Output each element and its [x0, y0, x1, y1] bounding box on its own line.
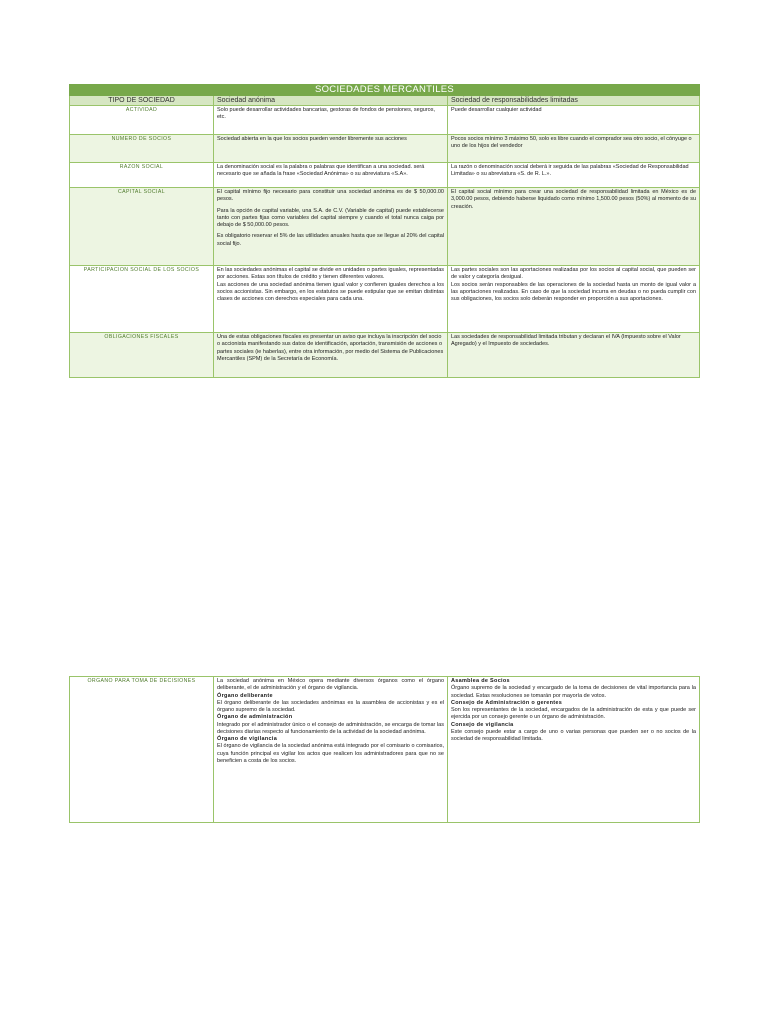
table-row	[70, 106, 700, 135]
srl-organo	[448, 677, 700, 823]
sa-participacion	[214, 266, 448, 333]
srl-organo-t2: Son los representantes de la sociedad, encargados de la administración de esta y que puede ser ejercida por un consejo gerente o un órgano de administración.	[451, 707, 696, 721]
srl-organo-t3: Este consejo puede estar a cargo de uno o varias personas que pueden ser o no socios de la sociedad de responsabilidad limitada.	[451, 728, 696, 742]
sa-capital-p3: Es obligatorio reservar el 5% de las utilidades anuales hasta que se llegue al 20% del capital social fijo.	[217, 233, 444, 247]
sa-organo-h2: Órgano de administración	[217, 714, 293, 721]
srl-participacion-p2: Los socios serán responsables de las operaciones de la sociedad hasta un monto de igual valor a las aportaciones realizadas. En caso de que la sociedad incurra en deudas o no pueda cumplir con sus obligaciones, los socios solo deberán responder en proporción a sus aportaciones.	[451, 281, 697, 302]
srl-participacion	[448, 266, 700, 333]
sa-razon: La denominación social es la palabra o palabras que identifican a una sociedad. será necesario que se añada la frase «Sociedad Anónima» o su abreviatura «S.A».	[214, 163, 448, 188]
sa-fiscales: Una de estas obligaciones fiscales es presentar un aviso que incluya la inscripción del socio o accionista manifestando sus datos de identificación, aportación, transmisión de acciones o partes sociales (ie haberlas), entre otra información, por medio del Sistema de Publicaciones Mercantiles (SPM) de la Secretaría de Economía.	[214, 333, 448, 378]
srl-socios: Pocos socios mínimo 3 máximo 50, solo es libre cuando el comprador sea otro socio, el cónyuge o uno de los hijos del vendedor	[448, 135, 700, 163]
srl-organo-h1: Asamblea de Socios	[451, 678, 510, 684]
srl-organo-h2: Consejo de Administración o gerentes	[451, 699, 563, 706]
sa-organo-t3: El órgano de vigilancia de la sociedad anónima está integrado por el comisario o comisarios, cuya función principal es vigilar los actos que realicen los administradores para que no se beneficien a costa de los socios.	[217, 743, 444, 764]
sa-capital-p2: Para la opción de capital variable, una S.A. de C.V. (Variable de capital) puede establecerse tanto con partes fijas como variables del capital siempre y cuando el total nunca caiga por debajo de $ 50,000.00 pesos.	[217, 207, 444, 228]
sa-actividad: Solo puede desarrollar actividades bancarias, gestoras de fondos de pensiones, seguros, etc.	[214, 106, 448, 135]
row-label-fiscales: OBLIGACIONES FISCALES	[70, 333, 214, 378]
srl-fiscales: Las sociedades de responsabilidad limitada tributan y declaran el IVA (Impuesto sobre el Valor Agregado) y el Impuesto de sociedades.	[448, 333, 700, 378]
sa-organo-intro: La sociedad anónima en México opera mediante diversos órganos como el órgano deliberante, el de administración y el órgano de vigilancia.	[217, 678, 444, 692]
sa-organo-t1: El órgano deliberante de las sociedades anónimas es la asamblea de accionistas y es el órgano supremo de la sociedad.	[217, 699, 444, 713]
srl-razon: La razón o denominación social deberá ir seguida de las palabras «Sociedad de Responsabilidad Limitada» o su abreviatura «S. de R. L.».	[448, 163, 700, 188]
sa-organo-h1: Órgano deliberante	[217, 692, 273, 699]
header-srl: Sociedad de responsabilidades limitadas	[448, 96, 700, 106]
srl-actividad: Puede desarrollar cualquier actividad	[448, 106, 700, 135]
sa-capital-p1: El capital mínimo fijo necesario para constituir una sociedad anónima es de $ 50,000.00 pesos.	[217, 189, 444, 203]
row-label-capital: CAPITAL SOCIAL	[70, 188, 214, 266]
header-tipo: TIPO DE SOCIEDAD	[70, 96, 214, 106]
table-row	[70, 163, 700, 188]
table-row	[70, 333, 700, 378]
sa-socios: Sociedad abierta en la que los socios pueden vender libremente sus acciones	[214, 135, 448, 163]
header-row	[70, 96, 700, 106]
srl-participacion-p1: Las partes sociales son las aportaciones realizadas por los socios al capital social, que pueden ser de valor y categoría desigual.	[451, 267, 697, 281]
srl-organo-h3: Consejo de vigilancia	[451, 721, 514, 728]
table-title: SOCIEDADES MERCANTILES	[70, 85, 700, 96]
row-label-organo: ORGANO PARA TOMA DE DECISIONES	[70, 677, 214, 823]
sa-organo-t2: Integrado por el administrador único o el consejo de administración, se encarga de tomar las decisiones diarias respecto al funcionamiento de la actividad de la sociedad anónima.	[217, 721, 444, 735]
srl-organo-t1: Órgano supremo de la sociedad y encargado de la toma de decisiones de vital importancia para la sociedad. Estas resoluciones se tomarán por mayoría de votos.	[451, 685, 696, 699]
sa-capital	[214, 188, 448, 266]
header-sa: Sociedad anónima	[214, 96, 448, 106]
table-row	[70, 677, 700, 823]
row-label-participacion: PARTICIPACION SOCIAL DE LOS SOCIOS	[70, 266, 214, 333]
sa-organo-h3: Órgano de vigilancia	[217, 736, 278, 742]
row-label-socios: NUMERO DE SOCIOS	[70, 135, 214, 163]
sa-organo	[214, 677, 448, 823]
table-row	[70, 135, 700, 163]
sa-participacion-p2: Las acciones de una sociedad anónima tienen igual valor y confieren iguales derechos a los socios accionistas. Sin embargo, en los estatutos se puede estipular que se emitan distintas clases de acciones con derechos especiales para cada una.	[217, 281, 444, 302]
sociedades-table	[69, 84, 700, 378]
table-row	[70, 266, 700, 333]
srl-capital: El capital social mínimo para crear una sociedad de responsabilidad limitada en México es de 3,000.00 pesos, debiendo haberse liquidado como mínimo 1,500.00 pesos (50%) al momento de su creación.	[448, 188, 700, 266]
sa-participacion-p1: En las sociedades anónimas el capital se divide en unidades o partes iguales, representadas por acciones. Estas son títulos de crédito y tienen diferentes valores.	[217, 267, 444, 281]
row-label-actividad: ACTIVIDAD	[70, 106, 214, 135]
row-label-razon: RAZON SOCIAL	[70, 163, 214, 188]
table-row	[70, 188, 700, 266]
organo-table	[69, 676, 700, 823]
